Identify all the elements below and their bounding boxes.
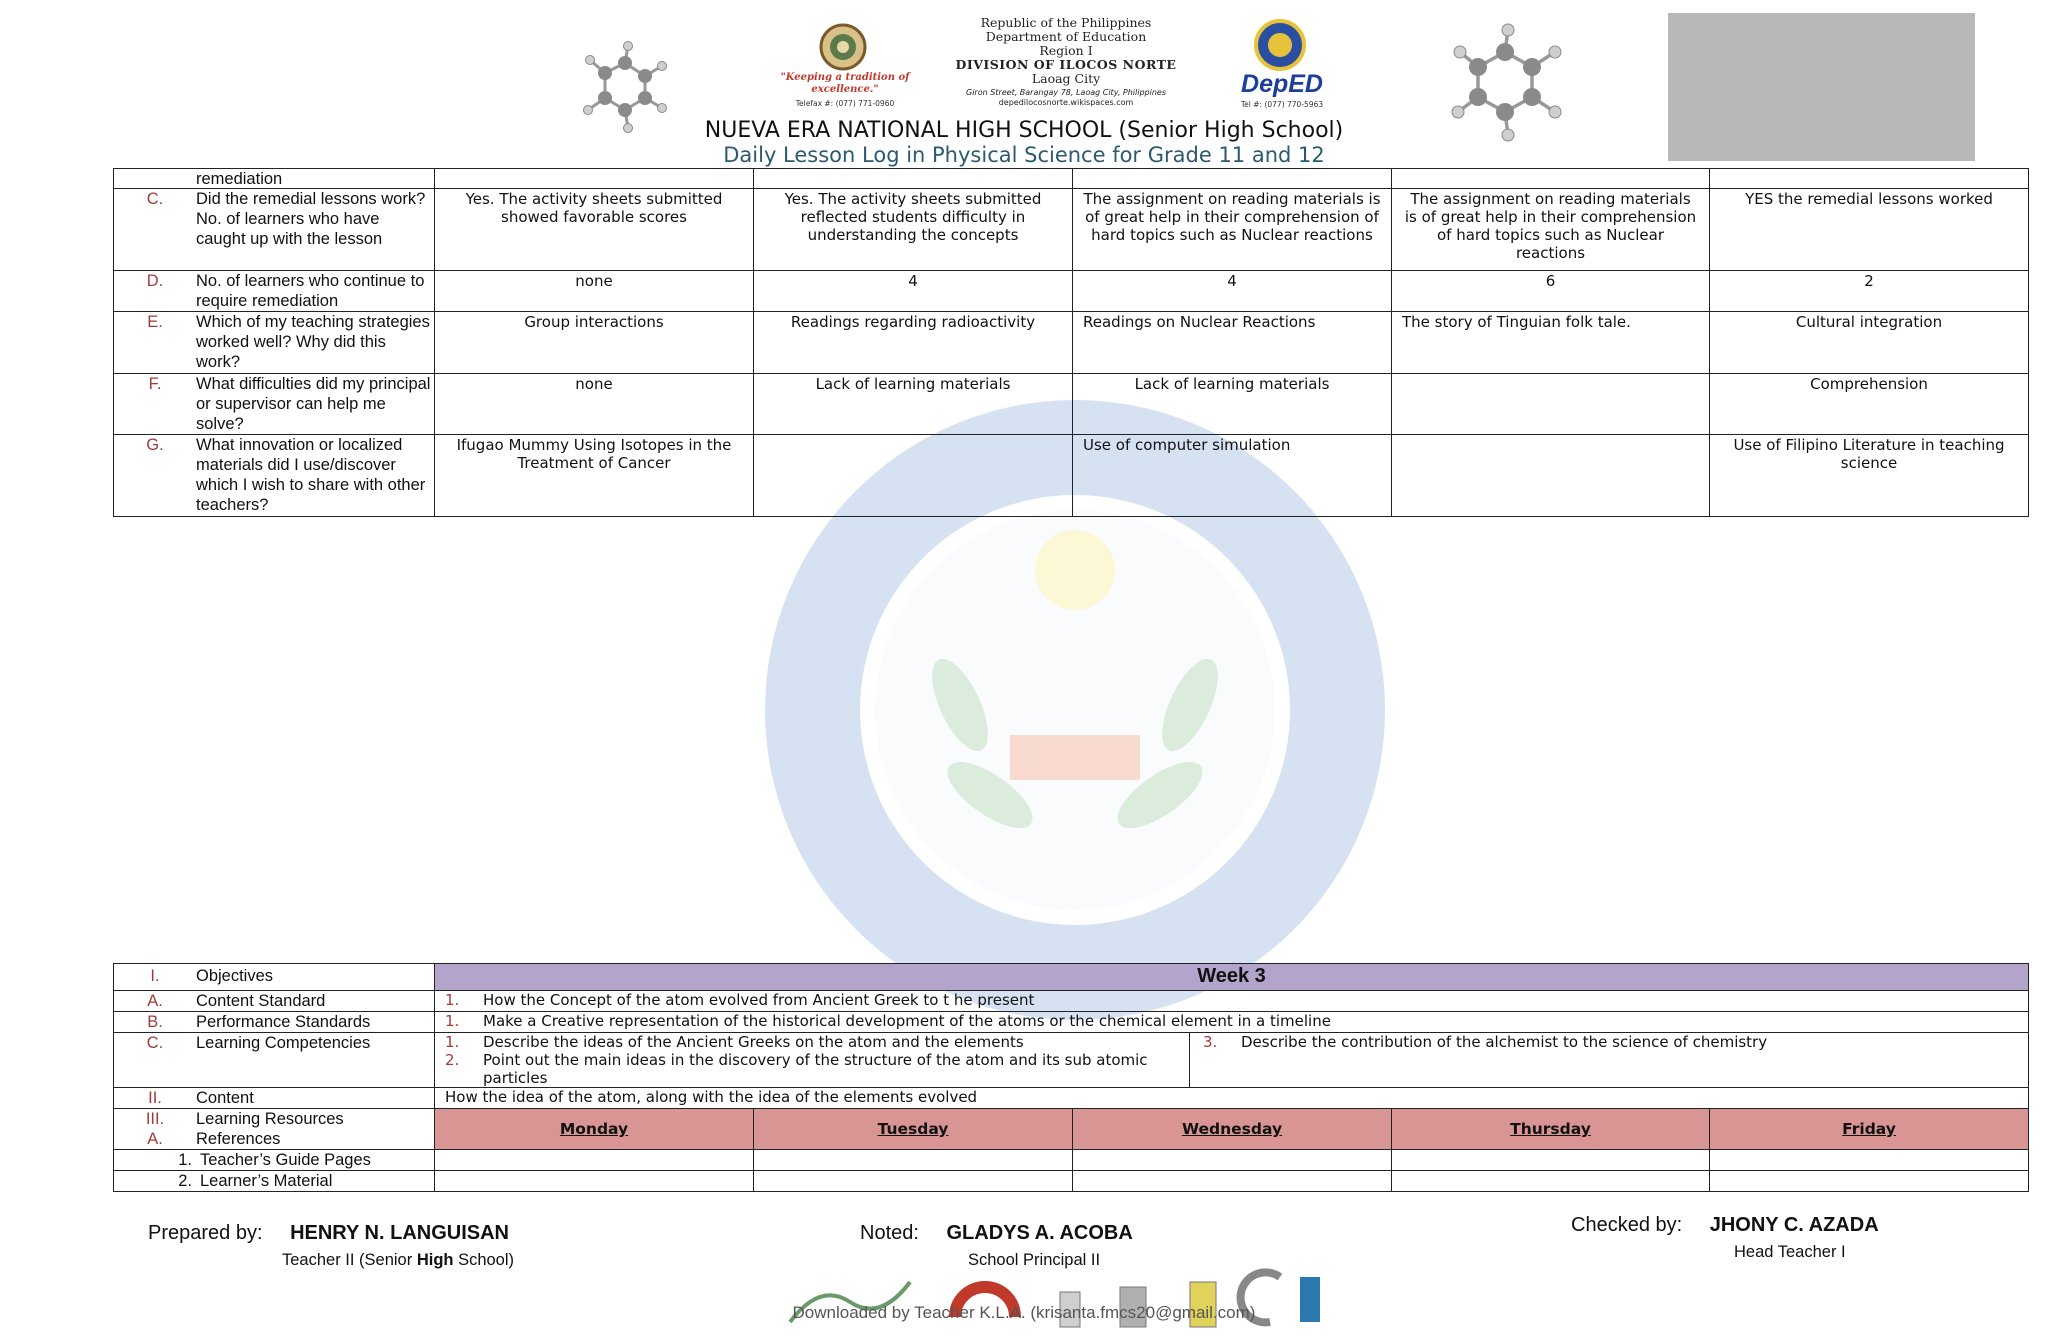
table-cell [1073,1150,1392,1171]
table-row [114,1171,2029,1192]
content-standard-cell [435,991,2029,1012]
table-cell: Readings regarding radioactivity [754,312,1073,374]
day-header-monday: Monday [435,1109,754,1150]
row-label-e [114,312,435,374]
row-letter: C. [146,1034,164,1052]
content-standard-text: How the Concept of the atom evolved from Ancient Greek to t he present [483,991,1035,1009]
noted-title: School Principal II [968,1251,1101,1269]
table-cell: YES the remedial lessons worked [1710,189,2029,271]
row-letter: C. [146,190,164,208]
table-cell [754,435,1073,517]
table-cell [1392,374,1710,435]
row-letter: F. [148,375,162,393]
table-cell: The story of Tinguian folk tale. [1392,312,1710,374]
day-header-wednesday: Wednesday [1073,1109,1392,1150]
table-cell: Comprehension [1710,374,2029,435]
performance-label: Performance Standards [196,1013,371,1031]
prepared-by [148,1222,509,1245]
checked-by [1571,1214,1879,1237]
table-row [114,1012,2029,1033]
row-letter: A. [147,1130,163,1148]
week-header: Week 3 [435,964,2029,991]
noted-by [860,1222,1133,1245]
performance-label-cell [114,1012,435,1033]
table-cell [1710,1150,2029,1171]
week-plan-table [113,963,2029,1192]
download-note: Downloaded by Teacher K.L.A. (krisanta.fmcs20@gmail.com) [792,1303,1256,1322]
table-cell: Yes. The activity sheets submitted showed favorable scores [435,189,754,271]
table-cell [1392,169,1710,189]
address-line: Giron Street, Barangay 78, Laoag City, Philippines [966,88,1166,97]
content-label: Content [196,1089,254,1107]
competencies-left [435,1033,1190,1087]
remediation-label: remediation [196,170,283,188]
tg-label-cell [114,1150,435,1171]
table-cell: Readings on Nuclear Reactions [1073,312,1392,374]
list-item [435,1051,1189,1087]
table-cell [754,1171,1073,1192]
remediation-label-cell [114,169,435,189]
table-cell: Use of Filipino Literature in teaching science [1710,435,2029,517]
table-cell [1392,1150,1710,1171]
table-cell [435,169,754,189]
references-label: References [196,1130,281,1148]
table-row [114,964,2029,991]
competency-text: Describe the ideas of the Ancient Greeks on the atom and the elements [483,1033,1024,1051]
day-header-tuesday: Tuesday [754,1109,1073,1150]
list-item [1203,1033,1767,1051]
table-cell [1392,1171,1710,1192]
row-letter: D. [146,272,164,290]
table-cell: Ifugao Mummy Using Isotopes in the Treatment of Cancer [435,435,754,517]
list-number: 1. [445,1012,460,1030]
noted-label: Noted: [860,1222,919,1244]
table-cell: 4 [1073,271,1392,312]
content-standard-label-cell [114,991,435,1012]
row-label-c [114,189,435,271]
day-header-thursday: Thursday [1392,1109,1710,1150]
table-cell [754,1150,1073,1171]
list-number: 1. [445,991,460,1009]
lm-label-cell [114,1171,435,1192]
row-number: I. [150,967,160,985]
table-cell: Yes. The activity sheets submitted reflected students difficulty in understanding the concepts [754,189,1073,271]
region-line: Region I [1039,43,1093,58]
content-standard-label: Content Standard [196,992,326,1010]
table-row [114,1150,2029,1171]
website-line: depedilocosnorte.wikispaces.com [998,98,1134,107]
performance-cell [435,1012,2029,1033]
school-name: NUEVA ERA NATIONAL HIGH SCHOOL (Senior High School) [704,118,1344,143]
prepared-title [282,1251,514,1270]
checked-name: JHONY C. AZADA [1709,1214,1879,1236]
table-cell: 2 [1710,271,2029,312]
table-row [114,271,2029,312]
table-row [114,374,2029,435]
performance-text: Make a Creative representation of the historical development of the atoms or the chemical element in a timeline [483,1012,1331,1030]
table-cell: The assignment on reading materials is of great help in their comprehension of hard topics such as Nuclear reactions [1073,189,1392,271]
lm-label: Learner’s Material [200,1172,333,1190]
prepared-title-c: School) [453,1251,515,1269]
table-cell: 4 [754,271,1073,312]
competencies-label: Learning Competencies [196,1034,371,1052]
table-row [114,1033,2029,1088]
row-number: III. [145,1110,165,1128]
table-cell: none [435,374,754,435]
row-number: 2. [178,1172,192,1190]
competencies-label-cell [114,1033,435,1088]
objectives-label-cell [114,964,435,991]
table-cell [1710,1171,2029,1192]
deped-seal-icon [1250,18,1310,72]
table-row [114,189,2029,271]
department-line: Department of Education [985,29,1147,44]
table-cell: 6 [1392,271,1710,312]
row-letter: B. [147,1013,163,1031]
table-cell: Group interactions [435,312,754,374]
tg-label: Teacher’s Guide Pages [200,1151,371,1169]
table-cell: Lack of learning materials [1073,374,1392,435]
list-number: 3. [1203,1033,1218,1051]
deped-logo: DepED [1241,70,1323,98]
table-row [114,312,2029,374]
table-cell [1073,1171,1392,1192]
table-cell [1392,435,1710,517]
table-cell: The assignment on reading materials is of great help in their comprehension of hard topics such as Nuclear reactions [1392,189,1710,271]
log-title: Daily Lesson Log in Physical Science for Grade 11 and 12 [723,143,1325,167]
division-line: DIVISION OF ILOCOS NORTE [955,57,1177,72]
checked-label: Checked by: [1571,1214,1683,1236]
resources-label-cell [114,1109,435,1150]
republic-line: Republic of the Philippines [980,15,1152,30]
table-cell: Cultural integration [1710,312,2029,374]
table-cell: Use of computer simulation [1073,435,1392,517]
reflection-table [113,168,2029,517]
row-label-f [114,374,435,435]
row-number: II. [148,1089,162,1107]
row-question: No. of learners who continue to require remediation [196,272,425,310]
checked-title: Head Teacher I [1734,1243,1846,1261]
table-cell [435,1150,754,1171]
objectives-label: Objectives [196,967,274,985]
row-question: What innovation or localized materials did I use/discover which I wish to share with other teachers? [196,436,426,514]
list-item [435,1033,1189,1051]
prepared-title-b: High [416,1251,454,1269]
telefax: Telefax #: (077) 771-0960 [795,99,895,108]
table-row [114,435,2029,517]
row-letter: A. [147,992,163,1010]
table-cell [435,1171,754,1192]
list-number: 2. [445,1051,460,1069]
content-label-cell [114,1088,435,1109]
table-cell: Lack of learning materials [754,374,1073,435]
table-cell [754,169,1073,189]
competencies-cell [435,1033,2029,1088]
row-label-g [114,435,435,517]
competency-text: Point out the main ideas in the discovery of the structure of the atom and its sub atomic particles [483,1051,1148,1087]
table-row [114,991,2029,1012]
row-question: Did the remedial lessons work? No. of learners who have caught up with the lesson [196,190,426,248]
table-cell [1073,169,1392,189]
city-line: Laoag City [1031,71,1101,86]
deped-address-block [946,16,1186,108]
tel-line: Tel #: (077) 770-5963 [1240,100,1324,109]
prepared-name: HENRY N. LANGUISAN [290,1222,509,1244]
row-question: Which of my teaching strategies worked well? Why did this work? [196,313,430,371]
prepared-title-a: Teacher II (Senior [282,1251,417,1269]
table-cell [1710,169,2029,189]
school-seal-icon [803,22,883,72]
row-question: What difficulties did my principal or supervisor can help me solve? [196,375,431,433]
content-text: How the idea of the atom, along with the idea of the elements evolved [435,1088,2029,1109]
table-row [114,169,2029,189]
row-label-d [114,271,435,312]
table-row [114,1109,2029,1150]
noted-name: GLADYS A. ACOBA [946,1222,1133,1244]
day-header-friday: Friday [1710,1109,2029,1150]
motto: "Keeping a tradition of excellence." [780,72,910,95]
competency-text: Describe the contribution of the alchemist to the science of chemistry [1241,1033,1768,1051]
row-letter: G. [146,436,164,454]
row-number: 1. [178,1151,192,1169]
prepared-label: Prepared by: [148,1222,263,1244]
resources-label: Learning Resources [196,1110,344,1128]
row-letter: E. [147,313,163,331]
table-cell: none [435,271,754,312]
list-number: 1. [445,1033,460,1051]
table-row [114,1088,2029,1109]
